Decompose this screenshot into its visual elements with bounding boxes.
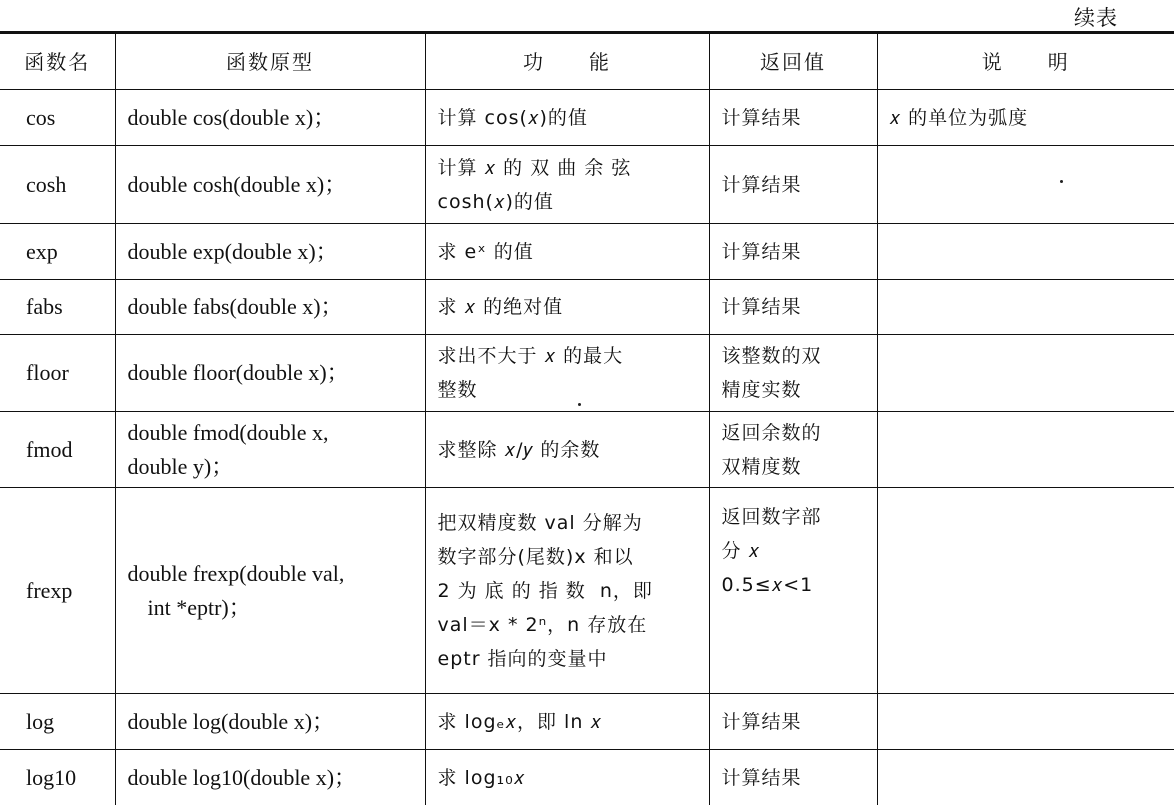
prototype-line: double frexp(double val, — [128, 557, 413, 591]
function-line: 求 𝑥 的绝对值 — [438, 290, 697, 324]
function-line: 计算 cos(𝑥)的值 — [438, 101, 697, 135]
header-return-value: 返回值 — [709, 33, 877, 90]
cell-return — [709, 412, 877, 488]
cell-return — [709, 335, 877, 412]
return-line: 计算结果 — [722, 705, 865, 739]
function-line: val＝x * 2ⁿ，n 存放在 — [438, 608, 697, 642]
scan-speck — [1060, 180, 1063, 183]
prototype-line: double floor(double x)； — [128, 356, 413, 390]
header-row — [0, 33, 1174, 90]
cell-function — [425, 694, 709, 750]
prototype-line: double log10(double x)； — [128, 761, 413, 795]
function-line: 求出不大于 𝑥 的最大 — [438, 339, 697, 373]
cell-name: exp — [0, 224, 115, 280]
function-line: eptr 指向的变量中 — [438, 642, 697, 676]
function-line: 2 为 底 的 指 数 n，即 — [438, 574, 697, 608]
function-line: 把双精度数 val 分解为 — [438, 506, 697, 540]
return-line: 计算结果 — [722, 101, 865, 135]
cell-return — [709, 280, 877, 335]
cell-return — [709, 694, 877, 750]
cell-note — [877, 694, 1174, 750]
return-line: 精度实数 — [722, 373, 865, 407]
function-line: 求 logₑ𝑥，即 ln 𝑥 — [438, 705, 697, 739]
note-line: 𝑥 的单位为弧度 — [890, 101, 1163, 135]
table-row — [0, 90, 1174, 146]
cell-prototype — [115, 488, 425, 694]
function-line: 求 log₁₀𝑥 — [438, 761, 697, 795]
cell-return — [709, 146, 877, 224]
prototype-line: double fabs(double x)； — [128, 290, 413, 324]
cell-function — [425, 146, 709, 224]
cell-function — [425, 90, 709, 146]
table-caption: 续表 — [1074, 2, 1118, 32]
table-row — [0, 335, 1174, 412]
cell-note — [877, 146, 1174, 224]
cell-prototype — [115, 335, 425, 412]
function-line: 求整除 𝑥/𝑦 的余数 — [438, 433, 697, 467]
return-line: 返回数字部 — [722, 500, 865, 534]
cell-function — [425, 750, 709, 805]
return-line: 分 𝑥 — [722, 534, 865, 568]
header-prototype: 函数原型 — [115, 33, 425, 90]
function-line: 数字部分(尾数)x 和以 — [438, 540, 697, 574]
cell-note — [877, 750, 1174, 805]
return-line: 计算结果 — [722, 290, 865, 324]
cell-name: frexp — [0, 488, 115, 694]
table-row — [0, 224, 1174, 280]
prototype-line: double log(double x)； — [128, 705, 413, 739]
table-row — [0, 750, 1174, 805]
prototype-line: double y)； — [128, 450, 413, 484]
return-line: 返回余数的 — [722, 416, 865, 450]
prototype-line: double cosh(double x)； — [128, 168, 413, 202]
scan-speck — [578, 403, 581, 406]
prototype-line: double fmod(double x, — [128, 416, 413, 450]
header-function: 功 能 — [425, 33, 709, 90]
cell-return — [709, 488, 877, 694]
function-line: cosh(𝑥)的值 — [438, 185, 697, 219]
table-row — [0, 146, 1174, 224]
cell-name: cosh — [0, 146, 115, 224]
return-line: 该整数的双 — [722, 339, 865, 373]
table-row — [0, 488, 1174, 694]
cell-name: cos — [0, 90, 115, 146]
cell-note — [877, 90, 1174, 146]
function-line: 整数 — [438, 373, 697, 407]
cell-return — [709, 90, 877, 146]
return-line: 计算结果 — [722, 168, 865, 202]
cell-prototype — [115, 280, 425, 335]
table-row — [0, 280, 1174, 335]
header-note: 说 明 — [877, 33, 1174, 90]
cell-note — [877, 488, 1174, 694]
cell-note — [877, 280, 1174, 335]
cell-prototype — [115, 694, 425, 750]
prototype-line: double exp(double x)； — [128, 235, 413, 269]
cell-return — [709, 224, 877, 280]
cell-name: fmod — [0, 412, 115, 488]
return-line: 计算结果 — [722, 235, 865, 269]
cell-function — [425, 412, 709, 488]
return-line: 双精度数 — [722, 450, 865, 484]
cell-prototype — [115, 90, 425, 146]
cell-prototype — [115, 750, 425, 805]
cell-name: fabs — [0, 280, 115, 335]
cell-function — [425, 488, 709, 694]
cell-prototype — [115, 224, 425, 280]
cell-prototype — [115, 146, 425, 224]
cell-function — [425, 280, 709, 335]
cell-note — [877, 335, 1174, 412]
header-function-name: 函数名 — [0, 33, 115, 90]
cell-function — [425, 224, 709, 280]
table-row — [0, 694, 1174, 750]
table-row — [0, 412, 1174, 488]
return-line: 0.5≤𝑥<1 — [722, 568, 865, 602]
function-line: 计算 𝑥 的 双 曲 余 弦 — [438, 151, 697, 185]
cell-name: log10 — [0, 750, 115, 805]
cell-name: floor — [0, 335, 115, 412]
math-functions-table — [0, 31, 1174, 805]
cell-function — [425, 335, 709, 412]
cell-note — [877, 224, 1174, 280]
prototype-line: double cos(double x)； — [128, 101, 413, 135]
prototype-line: int *eptr)； — [128, 591, 413, 625]
cell-prototype — [115, 412, 425, 488]
cell-note — [877, 412, 1174, 488]
cell-return — [709, 750, 877, 805]
function-line: 求 eˣ 的值 — [438, 235, 697, 269]
return-line: 计算结果 — [722, 761, 865, 795]
cell-name: log — [0, 694, 115, 750]
